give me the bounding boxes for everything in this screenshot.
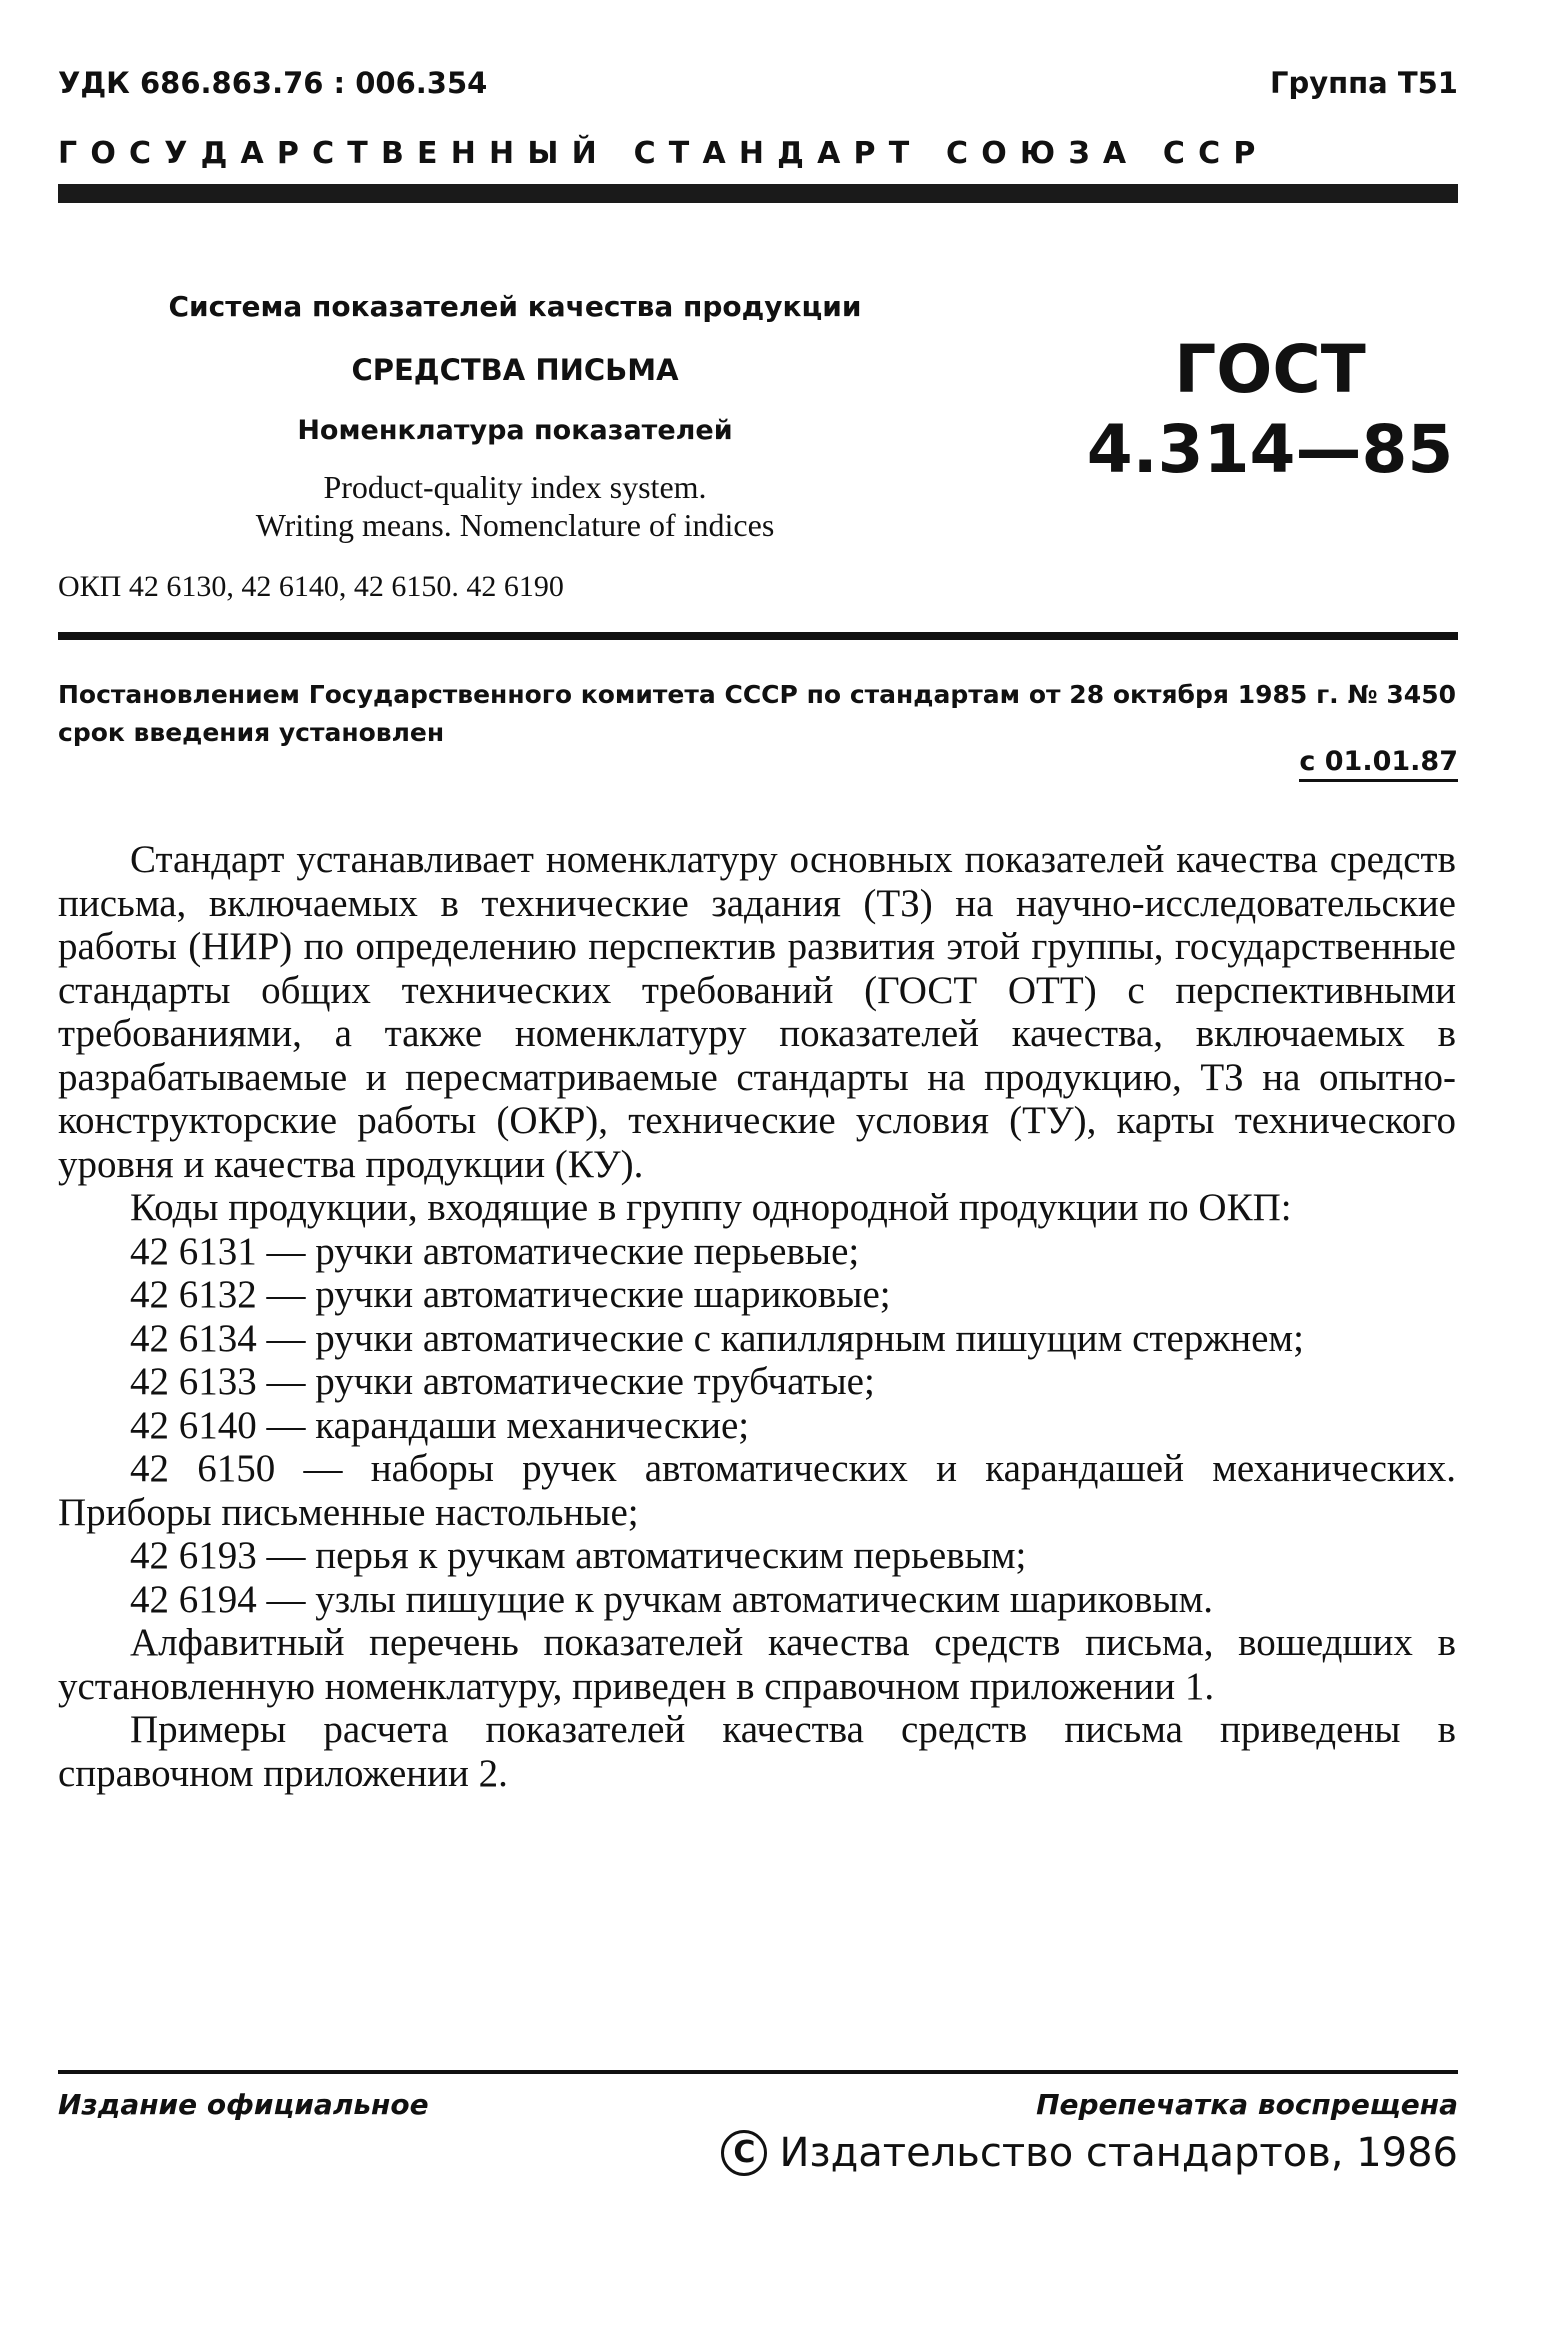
- gost-number: 4.314—85: [1086, 411, 1454, 488]
- udk-code: УДК 686.863.76 : 006.354: [58, 66, 488, 100]
- code-item: 42 6150 — наборы ручек автоматических и карандашей механических. Приборы письменные настольные;: [58, 1447, 1456, 1534]
- english-title-line-1: Product-quality index system.: [323, 469, 707, 505]
- edition-note: Издание официальное: [58, 2088, 429, 2121]
- title-block: [120, 290, 910, 544]
- code-item: 42 6131 — ручки автоматические перьевые;: [130, 1229, 860, 1273]
- okp-codes: ОКП 42 6130, 42 6140, 42 6150. 42 6190: [58, 570, 564, 603]
- appendix-1-paragraph: Алфавитный перечень показателей качества средств письма, вошедших в установленную номенклатуру, приведен в справочном приложении 1.: [58, 1621, 1456, 1708]
- code-item: 42 6140 — карандаши механические;: [130, 1403, 750, 1447]
- copyright-icon: C: [721, 2130, 767, 2176]
- body-text: [58, 838, 1456, 1795]
- publisher-line: [721, 2130, 1458, 2176]
- code-item: 42 6134 — ручки автоматические с капиллярным пишущим стержнем;: [130, 1316, 1304, 1360]
- appendix-2-paragraph: Примеры расчета показателей качества средств письма приведены в справочном приложении 2.: [58, 1708, 1456, 1795]
- reprint-note: Перепечатка воспрещена: [1036, 2088, 1458, 2121]
- group-code: Группа Т51: [1269, 66, 1458, 100]
- gost-designation: [1080, 330, 1460, 490]
- intro-paragraph: Стандарт устанавливает номенклатуру основных показателей качества средств письма, включаемых в технические задания (ТЗ) на научно-исследовательские работы (НИР) по определению перспектив развития этой группы, государственные стандарты общих технических требований (ГОСТ ОТТ) с перспективными требованиями, а также номенклатуру показателей качества, включаемых в разрабатываемые и пересматриваемые стандарты на продукцию, ТЗ на опытно-конструкторские работы (ОКР), технические условия (ТУ), карты технического уровня и качества продукции (КУ).: [58, 838, 1456, 1186]
- codes-heading: Коды продукции, входящие в группу однородной продукции по ОКП:: [130, 1186, 1292, 1229]
- divider: [58, 632, 1458, 640]
- footer-divider: [58, 2070, 1458, 2074]
- header-band: [58, 184, 1458, 203]
- code-item: 42 6194 — узлы пишущие к ручкам автоматическим шариковым.: [130, 1577, 1214, 1621]
- state-standard-heading: ГОСУДАРСТВЕННЫЙ СТАНДАРТ СОЮЗА ССР: [58, 136, 1269, 171]
- nomenclature-title: Номенклатура показателей: [297, 415, 733, 446]
- resolution-text: Постановлением Государственного комитета СССР по стандартам от 28 октября 1985 г. № 3450 срок введения установлен: [58, 680, 1456, 747]
- publisher-name: Издательство стандартов, 1986: [779, 2130, 1458, 2176]
- gost-label: ГОСТ: [1174, 331, 1366, 408]
- product-title: СРЕДСТВА ПИСЬМА: [351, 353, 679, 387]
- english-title-line-2: Writing means. Nomenclature of indices: [255, 507, 775, 543]
- system-title: Система показателей качества продукции: [168, 290, 862, 323]
- code-item: 42 6193 — перья к ручкам автоматическим перьевым;: [130, 1534, 1027, 1577]
- code-item: 42 6133 — ручки автоматические трубчатые;: [130, 1360, 875, 1403]
- introduction-date: с 01.01.87: [1299, 746, 1458, 782]
- code-item: 42 6132 — ручки автоматические шариковые;: [130, 1273, 891, 1316]
